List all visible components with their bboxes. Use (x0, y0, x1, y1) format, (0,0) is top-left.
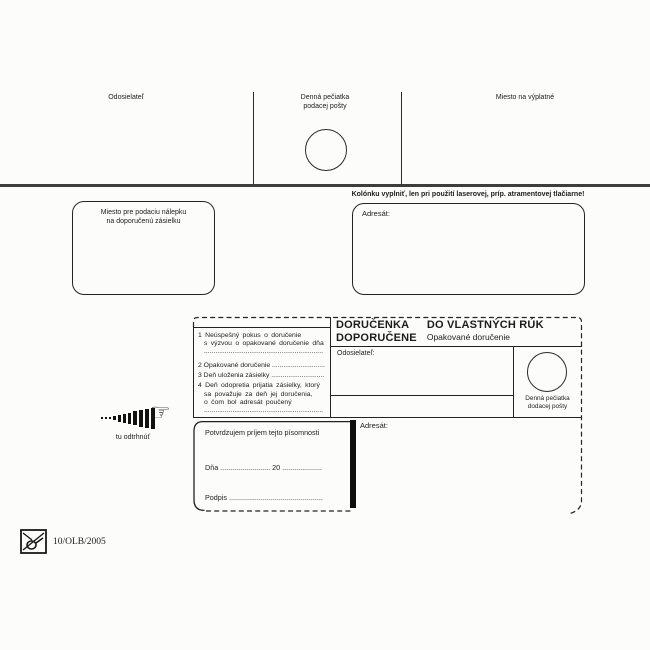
confirmation-box (194, 421, 350, 510)
tear-here-label: tu odtrhnúť (115, 434, 151, 441)
printer-instruction: Kolónku vyplniť, len pri použití laserovej, príp. atramentovej tlačiarne! (351, 191, 585, 198)
posting-stamp-circle (305, 129, 347, 171)
note-line: s výzvou o opakované doručenie dňa (204, 340, 324, 348)
form-code: 10/OLB/2005 (53, 537, 106, 547)
card-sender-label: Odosielateľ: (337, 350, 375, 357)
note-line: sa považuje za deň jej doručenia, (204, 390, 313, 398)
note-line: ............................................................... (204, 406, 323, 414)
signature-line: Podpis ............................................... (205, 493, 323, 502)
top-divider-right (401, 92, 402, 184)
addressee-box (352, 203, 585, 295)
postage-area-label: Miesto na výplatné (495, 94, 555, 101)
delivery-stamp-cell (514, 347, 582, 418)
tear-strip-icon (101, 406, 157, 430)
note-line: o čom bol adresát poučený (204, 398, 292, 406)
card-header (330, 317, 582, 347)
addressee-box-label: Adresát: (362, 209, 390, 218)
note-line: 2 Opakované doručenie ............................ (198, 362, 325, 370)
delivery-stamp-caption-line2: dodacej pošty (527, 402, 568, 410)
pointing-hand-icon: ☞ (150, 400, 171, 426)
card-addressee-label: Adresát: (360, 421, 388, 430)
posting-stamp-label-line2: podacej pošty (303, 103, 347, 110)
post-logo-icon (20, 529, 47, 554)
confirmation-text: Potvrdzujem príjem tejto písomnosti (205, 428, 320, 437)
delivery-stamp-caption-line1: Denná pečiatka (525, 395, 570, 402)
note-line: ............................................................... (204, 348, 323, 356)
section-separator-line (0, 184, 650, 187)
sticker-box-label-line2: na doporučenú zásielku (106, 218, 181, 225)
posting-stamp-area (283, 93, 367, 111)
note-line: 1 Neúspešný pokus o doručenie (198, 332, 302, 339)
date-line: Dňa ......................... 20 .................... (205, 463, 323, 472)
top-divider-left (253, 92, 254, 184)
note-line: 3 Deň uloženia zásielky ............................ (198, 372, 325, 380)
card-empty-strip (330, 396, 514, 418)
registration-sticker-box (72, 201, 215, 295)
card-title-right: DO VLASTNÝCH RÚK (426, 319, 544, 331)
posting-stamp-label-line1: Denná pečiatka (300, 94, 350, 101)
delivery-notes-box (193, 327, 331, 418)
sender-area-label: Odosielateľ (108, 94, 144, 101)
card-title-sub: DOPORUČENE (336, 331, 417, 344)
note-line: 4 Deň odopretia prijatia zásielky, ktorý (198, 382, 320, 390)
sticker-box-label-line1: Miesto pre podaciu nálepku (100, 209, 187, 216)
card-subtitle-right: Opakované doručenie (426, 331, 511, 342)
card-title-main: DORUČENKA (336, 319, 410, 331)
card-sender-box (330, 347, 514, 396)
tear-separator-bar (350, 420, 357, 509)
delivery-stamp-circle (527, 352, 567, 392)
